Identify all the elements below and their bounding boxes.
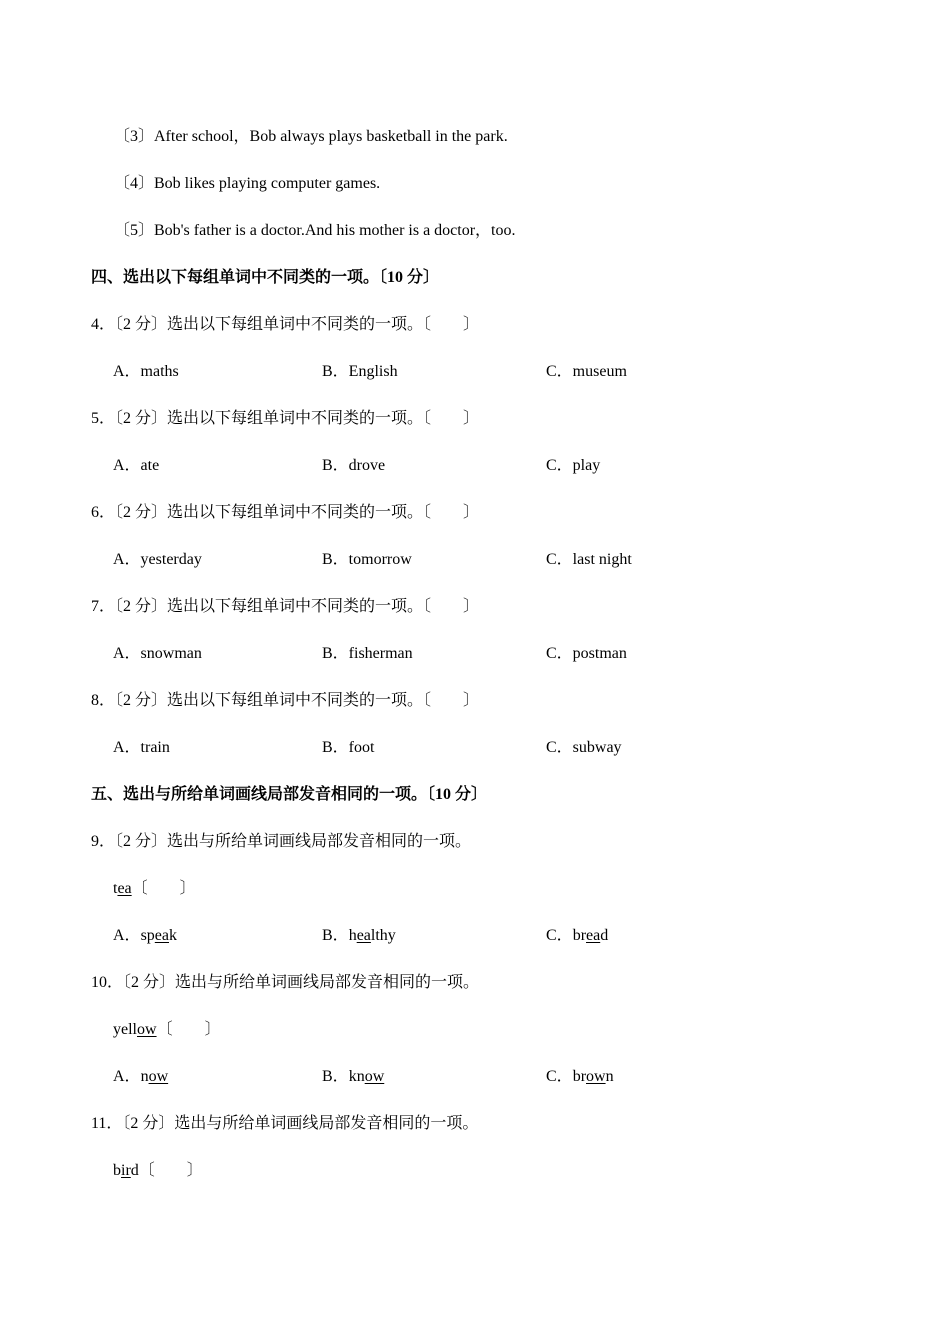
word-part: k: [169, 927, 177, 944]
question-10-option-a[interactable]: [113, 1067, 168, 1087]
word-part: d: [600, 927, 609, 944]
word-part: br: [572, 1068, 587, 1085]
word-part: yell: [113, 1021, 137, 1038]
statement-5: 〔5〕Bob's father is a doctor.And his mother is a doctor，too.: [114, 222, 516, 239]
question-8-stem: 8．〔2 分〕选出以下每组单词中不同类的一项。〔 〕: [91, 692, 480, 709]
word-part: t: [113, 880, 118, 897]
word-part: lthy: [370, 927, 396, 944]
question-4-stem: 4．〔2 分〕选出以下每组单词中不同类的一项。〔 〕: [91, 316, 480, 333]
question-10-word: [113, 1020, 221, 1040]
statement-3: 〔3〕After school，Bob always plays basketball in the park.: [114, 128, 508, 145]
question-11-word: [113, 1161, 203, 1181]
section-4-title: 四、选出以下每组单词中不同类的一项。〔10 分〕: [91, 269, 440, 286]
question-9-option-a[interactable]: [113, 926, 177, 946]
statement-4: 〔4〕Bob likes playing computer games.: [114, 175, 381, 192]
underlined-part: ea: [117, 880, 132, 897]
underlined-part: ea: [586, 927, 601, 944]
question-10-option-c[interactable]: [546, 1067, 614, 1087]
question-5-option-a[interactable]: A．ate: [113, 457, 160, 474]
question-8-option-c[interactable]: C．subway: [546, 739, 622, 756]
answer-blank[interactable]: 〔 〕: [138, 1162, 203, 1179]
question-7-option-b[interactable]: B．fisherman: [322, 645, 413, 662]
word-part: d: [130, 1162, 139, 1179]
word-part: sp: [140, 927, 155, 944]
word-part: n: [605, 1068, 614, 1085]
question-6-stem: 6．〔2 分〕选出以下每组单词中不同类的一项。〔 〕: [91, 504, 480, 521]
word-part: n: [140, 1068, 149, 1085]
underlined-part: ea: [154, 927, 169, 944]
question-10-stem: 10．〔2 分〕选出与所给单词画线局部发音相同的一项。: [91, 974, 480, 991]
option-label: A．: [113, 927, 141, 944]
word-part: b: [113, 1162, 121, 1179]
question-10-option-b[interactable]: [322, 1067, 384, 1087]
question-4-option-a[interactable]: A．maths: [113, 363, 179, 380]
underlined-part: ow: [364, 1068, 385, 1085]
question-9-stem: 9．〔2 分〕选出与所给单词画线局部发音相同的一项。: [91, 833, 472, 850]
answer-blank[interactable]: 〔 〕: [156, 1021, 221, 1038]
question-9-word: [113, 879, 196, 899]
option-label: C．: [546, 927, 573, 944]
underlined-part: ir: [121, 1162, 131, 1179]
section-5-title: 五、选出与所给单词画线局部发音相同的一项。〔10 分〕: [91, 786, 488, 803]
question-6-option-b[interactable]: B．tomorrow: [322, 551, 412, 568]
question-6-option-c[interactable]: C．last night: [546, 551, 632, 568]
question-5-option-b[interactable]: B．drove: [322, 457, 386, 474]
question-8-option-a[interactable]: A．train: [113, 739, 170, 756]
answer-blank[interactable]: 〔 〕: [131, 880, 196, 897]
option-label: B．: [322, 1068, 349, 1085]
question-7-option-a[interactable]: A．snowman: [113, 645, 202, 662]
option-label: A．: [113, 1068, 141, 1085]
question-7-stem: 7．〔2 分〕选出以下每组单词中不同类的一项。〔 〕: [91, 598, 480, 615]
question-5-stem: 5．〔2 分〕选出以下每组单词中不同类的一项。〔 〕: [91, 410, 480, 427]
underlined-part: ow: [148, 1068, 169, 1085]
word-part: br: [572, 927, 587, 944]
question-4-option-c[interactable]: C．museum: [546, 363, 627, 380]
question-9-option-b[interactable]: [322, 926, 396, 946]
option-label: C．: [546, 1068, 573, 1085]
question-6-option-a[interactable]: A．yesterday: [113, 551, 202, 568]
underlined-part: ow: [137, 1021, 157, 1038]
question-11-stem: 11．〔2 分〕选出与所给单词画线局部发音相同的一项。: [91, 1115, 479, 1132]
word-part: h: [348, 927, 357, 944]
question-5-option-c[interactable]: C．play: [546, 457, 601, 474]
word-part: kn: [348, 1068, 365, 1085]
question-7-option-c[interactable]: C．postman: [546, 645, 627, 662]
question-9-option-c[interactable]: [546, 926, 608, 946]
underlined-part: ow: [586, 1068, 606, 1085]
option-label: B．: [322, 927, 349, 944]
question-4-option-b[interactable]: B．English: [322, 363, 398, 380]
underlined-part: ea: [356, 927, 371, 944]
question-8-option-b[interactable]: B．foot: [322, 739, 375, 756]
